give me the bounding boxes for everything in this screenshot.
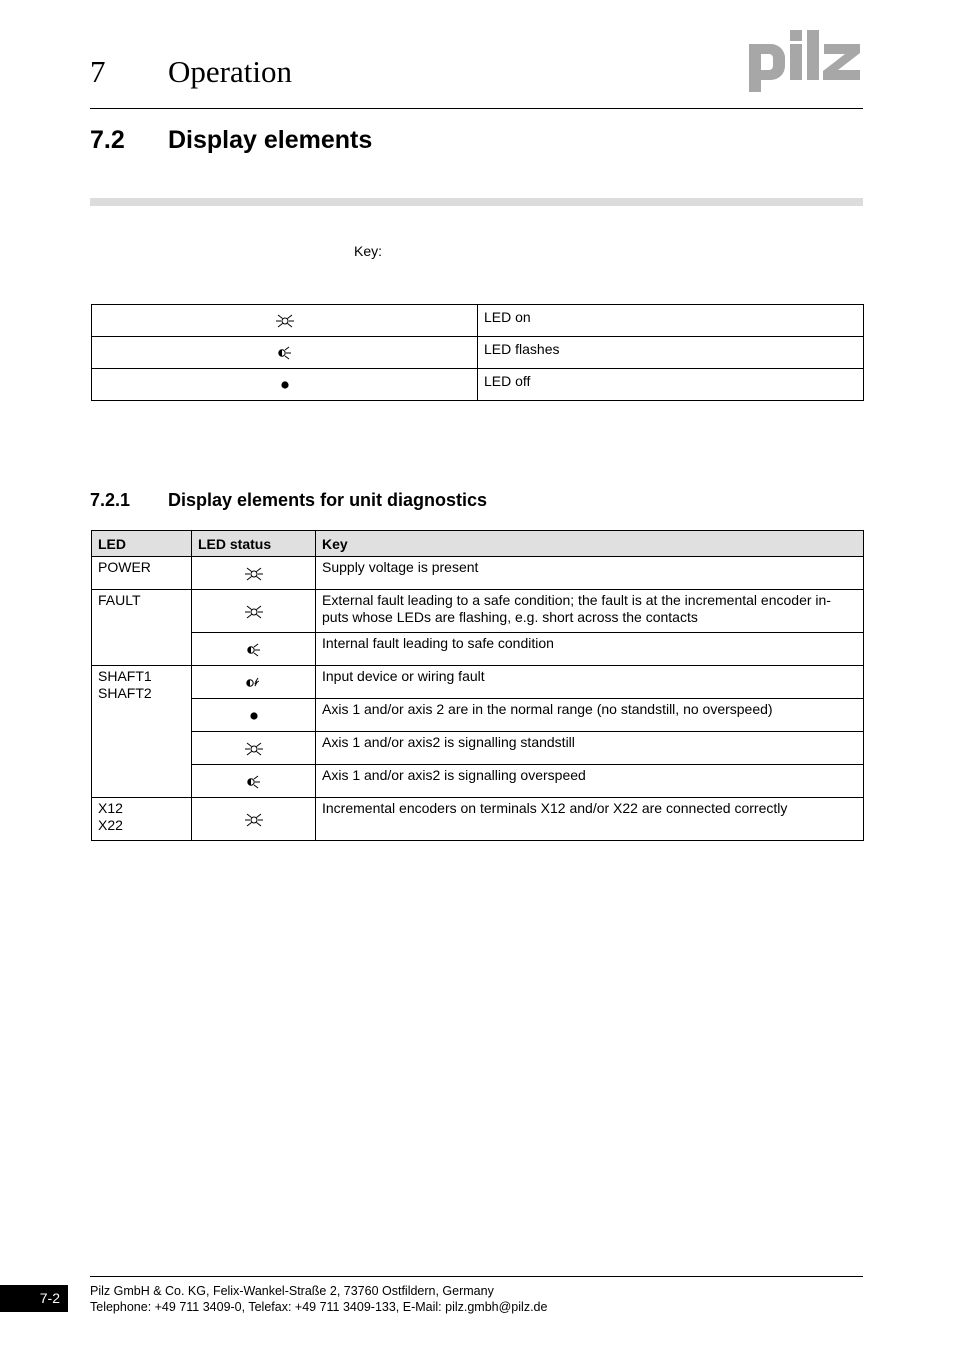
legend-row [92,369,864,401]
key-text: Incremental encoders on terminals X12 and/or X22 are connected correctly [316,798,864,841]
section-number: 7.2 [90,126,125,154]
led-status-cell [192,765,316,798]
chapter-title: Operation [168,54,292,89]
led-name-cell [92,557,192,590]
legend-symbol-cell [92,305,478,337]
grey-divider-bar [90,198,863,206]
subsection-number: 7.2.1 [90,490,131,510]
legend-text: LED flashes [478,337,864,369]
header-led: LED [92,531,192,557]
key-text: Axis 1 and/or axis2 is signalling overspeed [316,765,864,798]
key-text: Supply voltage is present [316,557,864,590]
led-name: SHAFT1 [98,668,152,684]
table-row [92,557,864,590]
led-name: SHAFT2 [98,685,152,701]
footer-line-1: Pilz GmbH & Co. KG, Felix-Wankel-Straße 2, 73760 Ostfildern, Germany [90,1284,494,1298]
led-off-icon [244,708,264,724]
table-row [92,590,864,633]
legend-text: LED on [478,305,864,337]
led-status-cell [192,557,316,590]
led-flicker-icon [244,675,264,691]
led-on-icon [244,566,264,582]
led-off-icon [275,377,295,393]
subsection-heading [90,488,487,512]
table-row [92,633,864,666]
table-header-row [92,531,864,557]
led-name: X12 [98,800,123,816]
footer-line-2: Telephone: +49 711 3409-0, Telefax: +49 711 3409-133, E-Mail: pilz.gmbh@pilz.de [90,1300,548,1314]
led-name-cell [92,666,192,798]
led-on-icon [244,741,264,757]
led-status-cell [192,633,316,666]
pilz-logo [746,28,864,99]
subsection-title: Display elements for unit diagnostics [168,490,488,510]
led-on-icon [244,812,264,828]
legend-row [92,337,864,369]
led-on-icon [244,604,264,620]
legend-table [91,304,864,401]
table-row [92,699,864,732]
header-divider [90,108,863,109]
led-name: POWER [98,559,151,575]
led-flashes-icon [244,774,264,790]
key-text: Internal fault leading to safe condition [316,633,864,666]
key-text: Axis 1 and/or axis2 is signalling standstill [316,732,864,765]
legend-row [92,305,864,337]
legend-text: LED off [478,369,864,401]
header-led-status: LED status [192,531,316,557]
led-status-cell [192,732,316,765]
led-name-cell [92,590,192,666]
led-name: X22 [98,817,123,833]
key-label: Key: [354,243,383,259]
diagnostics-table [91,530,864,841]
led-name-cell [92,798,192,841]
table-row [92,732,864,765]
led-flashes-icon [275,345,295,361]
key-text: Input device or wiring fault [316,666,864,699]
section-title: Display elements [168,126,373,154]
section-heading [90,124,372,156]
led-status-cell [192,699,316,732]
footer-divider [90,1276,863,1277]
chapter-number: 7 [90,54,106,89]
legend-symbol-cell [92,369,478,401]
led-on-icon [275,313,295,329]
table-row [92,765,864,798]
led-flashes-icon [244,642,264,658]
table-row [92,666,864,699]
key-text: External fault leading to a safe condition; the fault is at the incremental encoder in-puts whose LEDs are flashing, e.g. short across the contacts [316,590,864,633]
led-status-cell [192,798,316,841]
led-status-cell [192,590,316,633]
key-text: Axis 1 and/or axis 2 are in the normal range (no standstill, no overspeed) [316,699,864,732]
legend-symbol-cell [92,337,478,369]
page-number: 7-2 [0,1285,68,1312]
footer-address [90,1283,547,1315]
led-name: FAULT [98,592,141,608]
header-key: Key [316,531,864,557]
table-row [92,798,864,841]
chapter-heading [90,52,292,92]
led-status-cell [192,666,316,699]
